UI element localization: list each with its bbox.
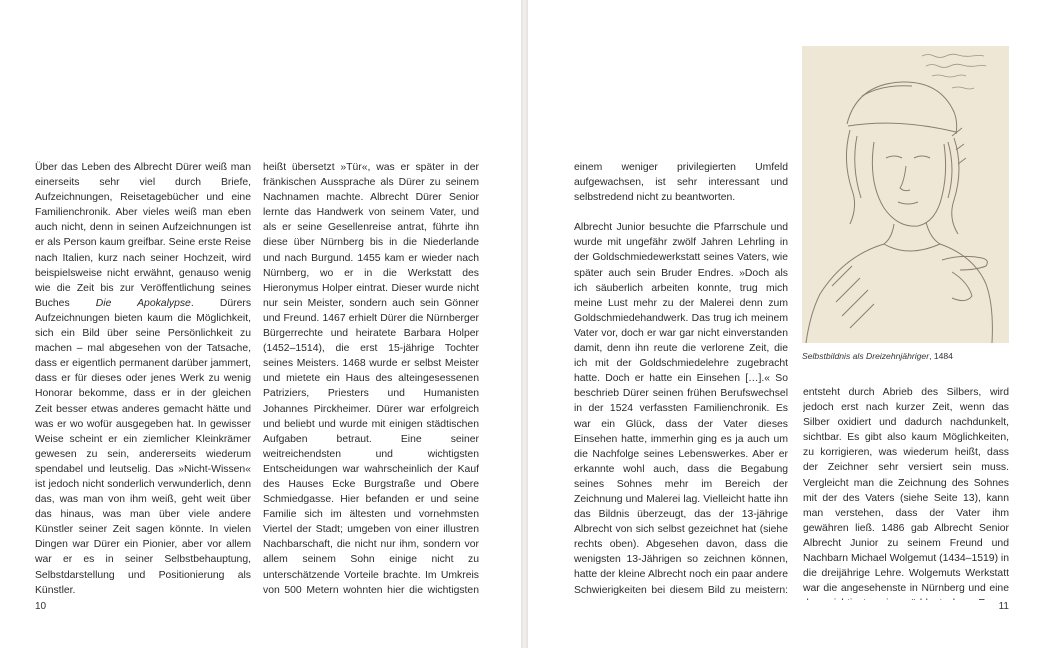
text-column-1	[35, 160, 251, 600]
portrait-sketch	[802, 46, 1009, 343]
paragraph: Albrecht Junior besuchte die Pfarrschule und wurde mit ungefähr zwölf Jahren Lehrling in der Goldschmiedewerkstatt seines Vaters, wie später auch sein Bruder Endres. »Doch als ich säuberlich arbeiten konnte, trug mich meine Lust mehr zu der Malerei denn zum Goldschmiedehandwerk. Das trug ich meinem Vater vor, doch er war gar nicht einverstanden damit, denn ihn reute die verlorene Zeit, die ich mit der Goldschmiedelehre zugebracht hatte. Doch er hatte ein Einsehen […].« So beschrieb Dürer seinen frühen Berufswechsel in der 1524 verfassten Familienchronik. Es war ein Glück, dass der Vater dieses Einsehen hatte, immerhin ging es ja auch um die Nachfolge seines Lebenswerkes. Aber er erkannte wohl auch, dass die Begabung seines Sohnes mehr im Bereich der Zeichnung und Malerei lag. Vielleicht hatte ihn das Bildnis überzeugt, das der 13-jährige Albrecht von sich selbst gezeichnet hat (siehe rechts oben). Abgesehen davon, dass die wenigsten 13-Jährigen so zeichnen können, hatte der kleine Albrecht noch ein paar andere Schwierigkeiten bei diesem Bild zu meistern:	[574, 222, 788, 596]
paragraph	[35, 160, 251, 598]
right-page	[528, 0, 1049, 648]
text-column-4	[803, 385, 1009, 600]
self-portrait-drawing	[802, 46, 1009, 343]
text-run: Über das Leben des Albrecht Dürer weiß man einerseits sehr viel durch Briefe, Aufzeichnungen, Reisetagebücher und eine Familienchronik. Aber vieles weiß man eben auch nicht, denn in seinen Aufzeichnungen ist er als Person kaum greifbar. Seine erste Reise nach Italien, kurz nach seiner Hochzeit, wird beispielsweise nicht erwähnt, genauso wenig wie die Zeit bis zur Veröffentlichung seines Buches	[35, 162, 251, 309]
caption-year: , 1484	[929, 351, 953, 361]
text-column-3	[574, 160, 788, 600]
text-run: . Dürers Aufzeichnungen bieten kaum die Möglichkeit, sich ein Bild über seine Persönlichkeit zu machen – mal abgesehen von der Tatsache, dass er eigentlich permanent darüber jammert, dass er für dieses oder jenes Werk zu wenig Honorar bekomme, dass er in der gleichen Zeit besser etwas anderes gemacht hätte und was er wo wofür ausgegeben hat. In gewisser Weise scheint er ein ziemlicher Kleinkrämer gewesen zu sein, andererseits wiederum spendabel und leutselig. Das »Nicht-Wissen« ist jedoch nicht sonderlich verwunderlich, denn das, was man von ihm weiß, geht weit über das hinaus, was man über viele andere Künstler seiner Zeit sagen könnte. In vielen Dingen war Dürer ein Pionier, aber vor allem war er es in seiner Selbstbehauptung, Selbstdarstellung und Positionierung als Künstler.	[35, 297, 251, 596]
text-column-2	[263, 160, 479, 600]
paragraph	[35, 598, 251, 600]
figure-caption	[802, 351, 1032, 361]
paragraph: entsteht durch Abrieb des Silbers, wird jedoch erst nach kurzer Zeit, wenn das Silber oxidiert und dadurch nachdunkelt, sichtbar. Es gibt also kaum Möglichkeiten, zu korrigieren, was wiederum heißt, dass der Zeichner sehr versiert sein muss. Vergleicht man die Zeichnung des Sohnes mit der des Vaters (siehe Seite 13), kann man verstehen, dass der Vater ihm gewähren ließ. 1486 gab Albrecht Senior Albrecht Junior zu seinem Freund und Nachbarn Michael Wolgemut (1434–1519) in die dreijährige Lehre. Wolgemuts Werkstatt war die angesehenste in Nürnberg und eine	[803, 387, 1009, 595]
paragraph: einem weniger privilegierten Umfeld aufgewachsen, ist sehr interessant und selbstredend nicht zu beantworten.	[574, 162, 788, 204]
paragraph: heißt übersetzt »Tür«, was er später in der fränkischen Aussprache als Dürer zu seinem Nachnamen machte. Albrecht Dürer Senior lernte das Handwerk von seinem Vater, und als er seine Gesellenreise antrat, führte ihn diese über Nürnberg bis in die Niederlande und nach Burgund. 1455 kam er wieder nach Nürnberg, wo er in die Werkstatt des Hieronymus Holper eintrat. Dieser wurde nicht nur sein Meister, sondern auch sein Gönner und Freund. 1467 erhielt Dürer die Nürnberger Bürgerrechte und heiratete Barbara Holper (1452–1514), die erst 15-jährige Tochter seines Meisters. 1468 wurde er selbst Meister und mietete ein Haus des alteingesessenen Patriziers, Priesters und Humanisten Johannes Pirckheimer. Dürer war erfolgreich und beliebt und wurde mit einigen städtischen Aufgaben betraut. Eine seiner weitreichendsten und wichtigsten Entscheidungen war wahrscheinlich der Kauf des Hauses Ecke Burgstraße und Obere Schmiedgasse. Hier befanden er und seine Familie sich im ältesten und vornehmsten Viertel der Stadt; umgeben von einer illustren Nachbarschaft, die nicht nur ihm, sondern vor allem seinem Sohn einige nicht zu unterschätzende Vorteile brachte. Im Umkreis von 500 Metern wohnten hier die wichtigsten	[263, 162, 479, 596]
page-number: 10	[35, 601, 47, 612]
page-number: 11	[998, 601, 1009, 612]
left-page	[0, 0, 521, 648]
book-gutter	[521, 0, 528, 648]
caption-title: Selbstbildnis als Dreizehnjähriger	[802, 351, 930, 361]
book-title: Die Apokalypse	[95, 297, 191, 309]
